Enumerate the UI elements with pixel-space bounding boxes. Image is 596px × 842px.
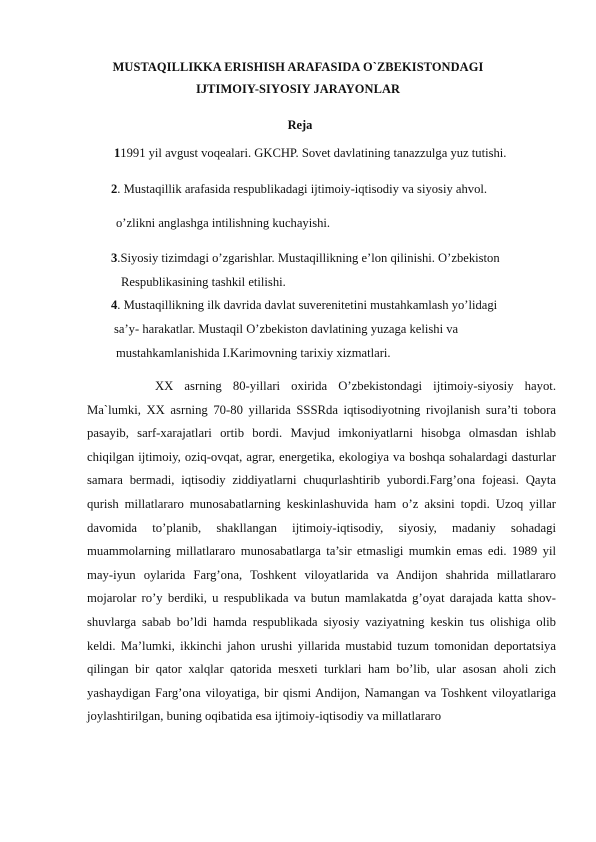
plan-item-1-number: 1 [114, 146, 121, 160]
document-title-line-2: IJTIMOIY-SIYOSIY JARAYONLAR [195, 82, 401, 96]
body-text [87, 375, 556, 729]
plan-item-3-continuation: Respublikasining tashkil etilishi. [121, 275, 286, 289]
plan-item-2-text: . Mustaqillik arafasida respublikadagi ijtimoiy-iqtisodiy va siyosiy ahvol. [117, 182, 488, 196]
plan-item-1 [114, 146, 506, 161]
plan-heading: Reja [287, 118, 313, 132]
plan-item-3-text: .Siyosiy tizimdagi o’zgarishlar. Mustaqillikning e’lon qilinishi. O’zbekiston [117, 251, 500, 265]
document-title-line-1: MUSTAQILLIKKA ERISHISH ARAFASIDA O`ZBEKISTONDAGI [112, 60, 484, 74]
plan-item-3 [111, 251, 500, 266]
plan-item-4-continuation-2: mustahkamlanishida I.Karimovning tarixiy xizmatlari. [116, 346, 391, 360]
plan-item-2 [111, 182, 487, 197]
plan-item-3-number: 3 [111, 251, 118, 265]
body-paragraph: XX asrning 80-yillari oxirida O’zbekistondagi ijtimoiy-siyosiy hayot. Ma`lumki, XX asrning 70-80 yillarida SSSRda iqtisodiyotning rivojlanish sura’ti tobora pasayib, sarf-xarajatlari ortib bordi. Mavjud imkoniyatlarni hisobga olmasdan ishlab chiqilgan ijtimoiy, oziq-ovqat, agrar, energetika, ekologiya va boshqa sohalardagi dasturlar samara bermadi, iqtisodiy ziddiyatlarni chuqurlashtirib yubordi.Farg’ona fojeasi. Qayta qurish millatlararo munosabatlarning keskinlashuvida ham o’z aksini topdi. Uzoq yillar davomida to’planib, shakllangan ijtimoiy-iqtisodiy, siyosiy, madaniy sohadagi muammolarning millatlararo munosabatlarga ta’sir etmasligi mumkin emas edi. 1989 yil may-iyun oylarida Farg’ona, Toshkent viloyatlarida va Andijon shahrida millatlararo mojarolar ro’y berdiki, u respublikada va butun mamlakatda g’oyat darajada katta shov-shuvlarga sabab bo’ldi hamda respublikada siyosiy vaziyatning keskin tus olishiga olib keldi. Ma’lumki, ikkinchi jahon urushi yillarida mustabid tuzum tomonidan deportatsiya qilingan bir qator xalqlar qatorida mesxeti turklari ham bo’lib, ular asosan aholi zich yashaydigan Farg’ona viloyatiga, bir qismi Andijon, Namangan va Toshkent viloyatlariga joylashtirilgan, buning oqibatida esa ijtimoiy-iqtisodiy va millatlararo [87, 379, 556, 724]
plan-item-2-continuation: o’zlikni anglashga intilishning kuchayishi. [116, 216, 331, 230]
plan-item-4-text: . Mustaqillikning ilk davrida davlat suverenitetini mustahkamlash yo’lidagi [117, 298, 498, 312]
plan-item-4-number: 4 [111, 298, 118, 312]
plan-item-4-continuation-1: sa’y- harakatlar. Mustaqil O’zbekiston davlatining yuzaga kelishi va [114, 322, 459, 336]
plan-item-1-text: 1991 yil avgust voqealari. GKCHP. Sovet davlatining tanazzulga yuz tutishi. [120, 146, 507, 160]
plan-item-4 [111, 298, 497, 313]
plan-item-2-number: 2 [111, 182, 118, 196]
